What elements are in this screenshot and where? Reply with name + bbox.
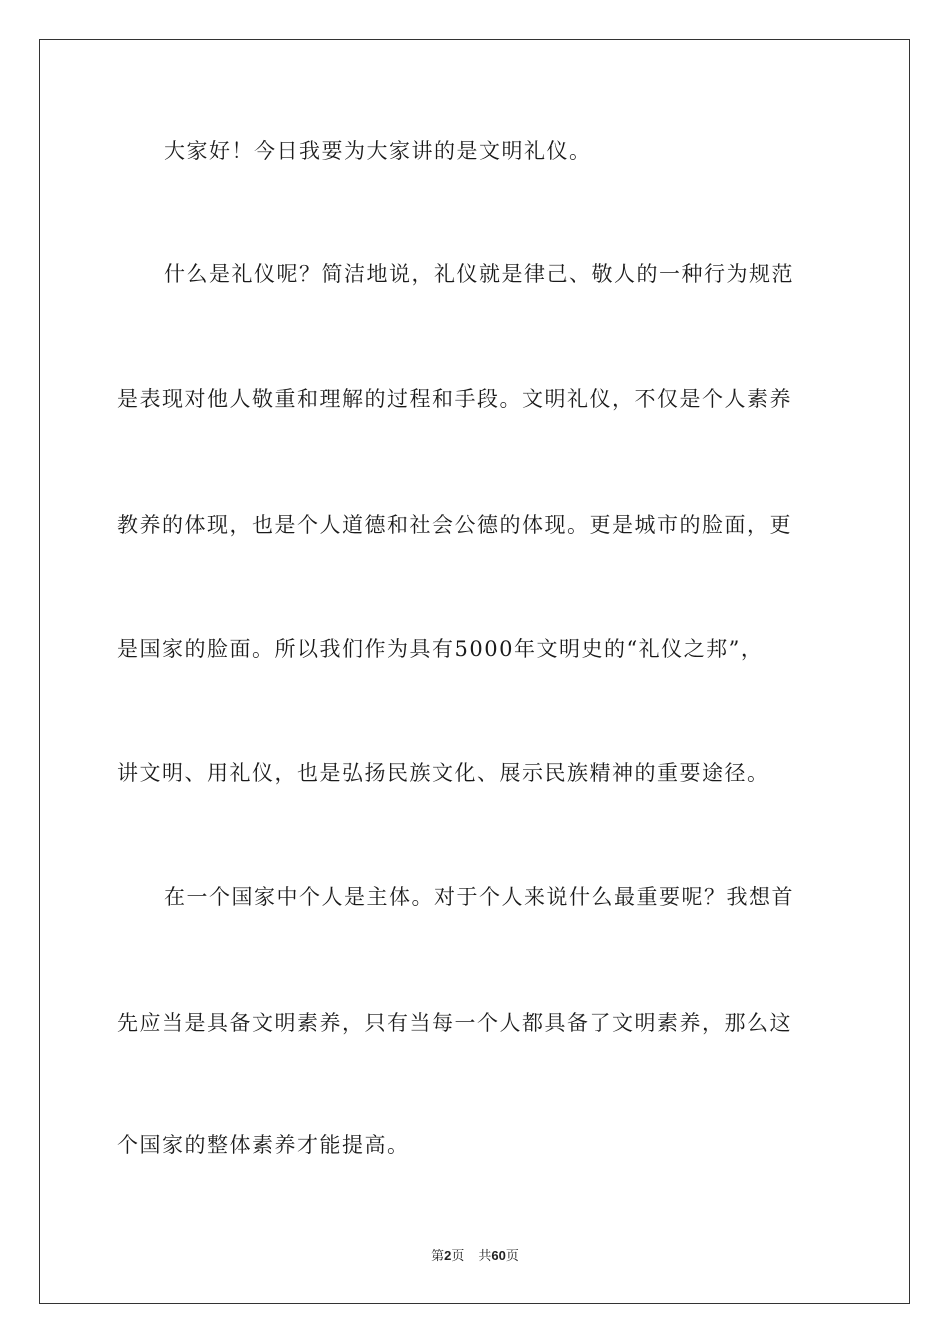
paragraph-3-line-3: 个国家的整体素养才能提高。: [117, 1133, 410, 1157]
total-prefix: 共: [478, 1249, 492, 1264]
page-prefix: 第: [431, 1249, 445, 1264]
paragraph-3-line-2: 先应当是具备文明素养，只有当每一个人都具备了文明素养，那么这: [117, 1011, 792, 1035]
page-border: [39, 39, 910, 1304]
total-suffix: 页: [505, 1249, 519, 1264]
total-pages-number: 60: [491, 1248, 506, 1263]
paragraph-2-line-3: 教养的体现，也是个人道德和社会公德的体现。更是城市的脸面，更: [117, 513, 792, 537]
current-page-number: 2: [444, 1248, 452, 1263]
paragraph-2-line-5: 讲文明、用礼仪，也是弘扬民族文化、展示民族精神的重要途径。: [117, 761, 770, 785]
page-footer: [0, 1248, 950, 1265]
paragraph-2-line-4: 是国家的脸面。所以我们作为具有5000年文明史的“礼仪之邦”，: [117, 637, 764, 661]
page-suffix: 页: [451, 1249, 465, 1264]
paragraph-3-line-1: 在一个国家中个人是主体。对于个人来说什么最重要呢？我想首: [164, 885, 794, 909]
paragraph-1-line-1: 大家好！今日我要为大家讲的是文明礼仪。: [164, 139, 592, 163]
paragraph-2-line-1: 什么是礼仪呢？简洁地说，礼仪就是律己、敬人的一种行为规范: [164, 262, 794, 286]
paragraph-2-line-2: 是表现对他人敬重和理解的过程和手段。文明礼仪，不仅是个人素养: [117, 387, 792, 411]
